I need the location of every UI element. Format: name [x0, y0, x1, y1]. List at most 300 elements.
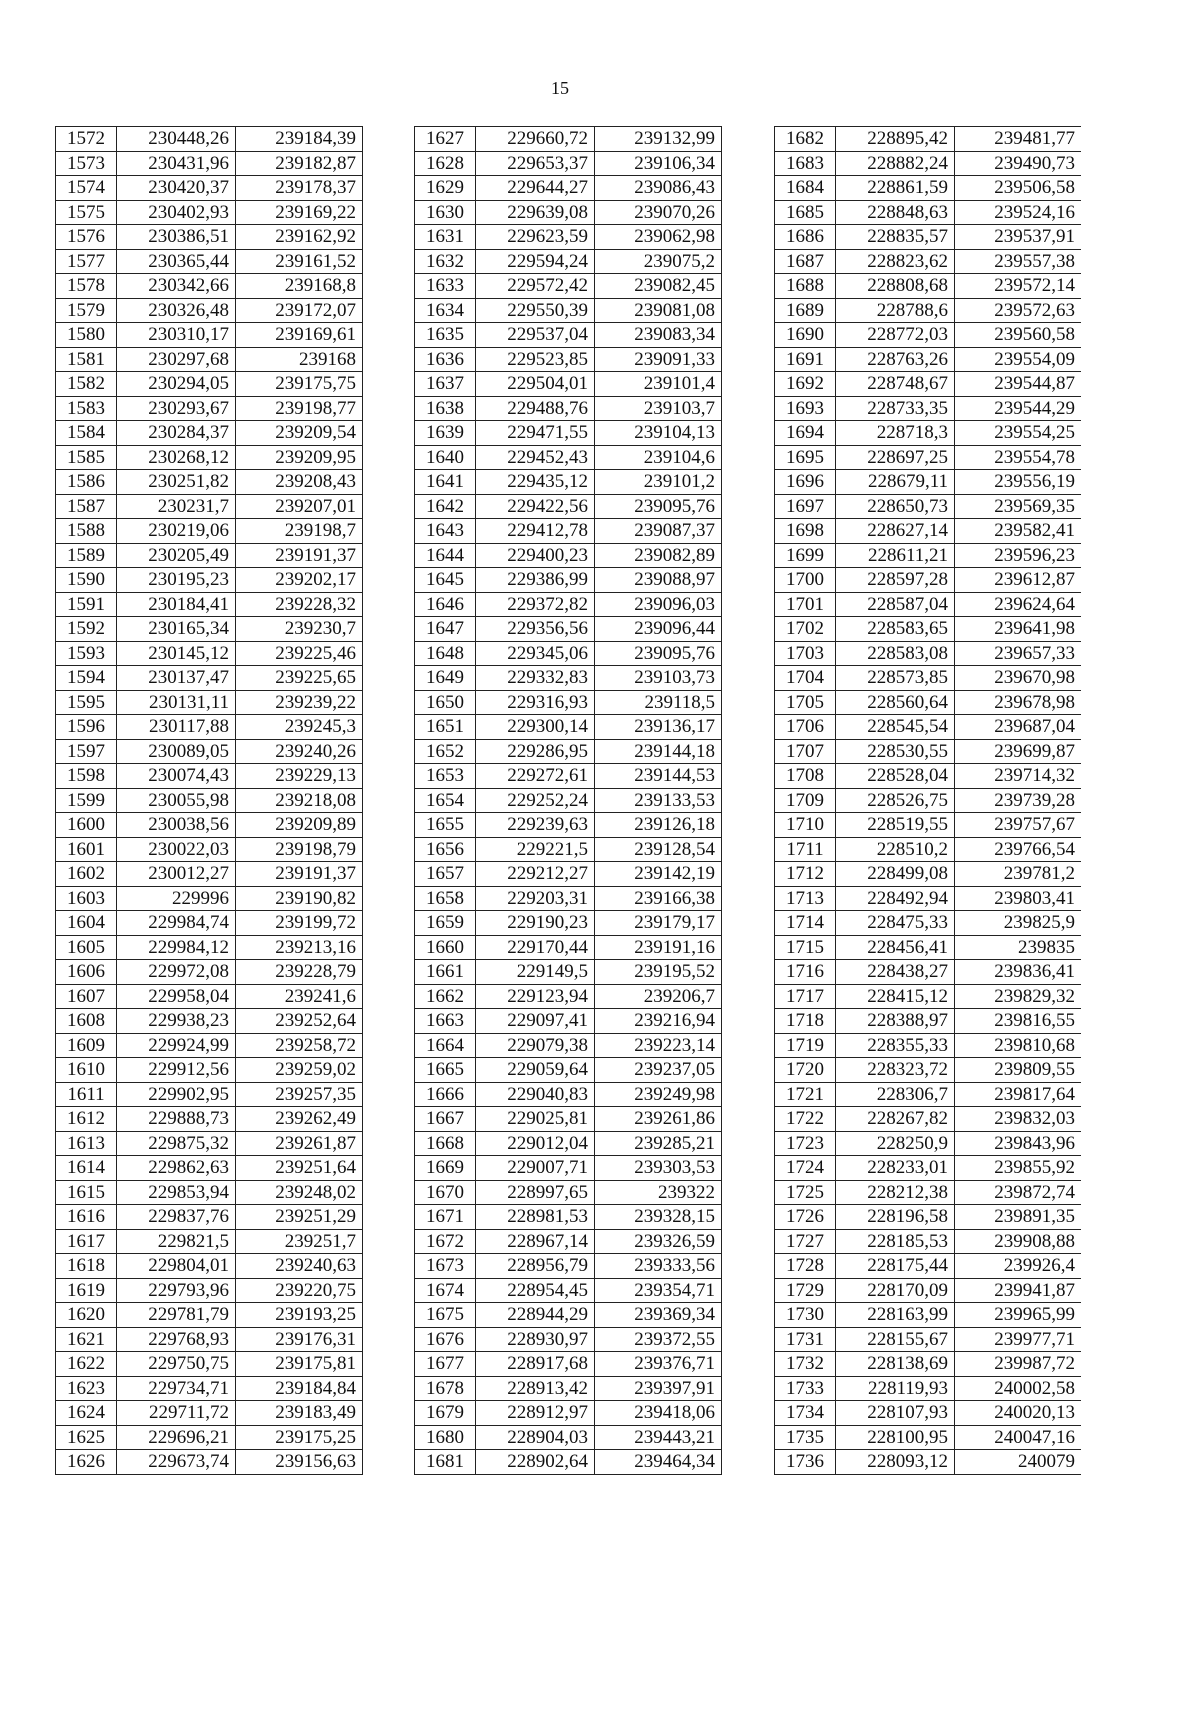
y-coordinate-cell: 239926,4 — [955, 1254, 1082, 1279]
point-number-cell: 1621 — [56, 1327, 117, 1352]
x-coordinate-cell: 228583,08 — [836, 641, 955, 666]
table-row — [415, 1425, 722, 1450]
table-row — [415, 862, 722, 887]
x-coordinate-cell: 229452,43 — [476, 445, 595, 470]
point-number-cell: 1660 — [415, 935, 476, 960]
table-row — [775, 225, 1082, 250]
y-coordinate-cell: 239184,84 — [236, 1376, 363, 1401]
y-coordinate-cell: 239191,37 — [236, 543, 363, 568]
table-row — [56, 323, 363, 348]
point-number-cell: 1574 — [56, 176, 117, 201]
y-coordinate-cell: 239178,37 — [236, 176, 363, 201]
table-row — [56, 592, 363, 617]
y-coordinate-cell: 239560,58 — [955, 323, 1082, 348]
x-coordinate-cell: 229862,63 — [117, 1156, 236, 1181]
point-number-cell: 1606 — [56, 960, 117, 985]
table-row — [56, 1033, 363, 1058]
table-row — [415, 1082, 722, 1107]
x-coordinate-cell: 228748,67 — [836, 372, 955, 397]
table-row — [56, 372, 363, 397]
table-row — [56, 1401, 363, 1426]
point-number-cell: 1722 — [775, 1107, 836, 1132]
y-coordinate-cell: 239245,3 — [236, 715, 363, 740]
y-coordinate-cell: 239176,31 — [236, 1327, 363, 1352]
table-row — [415, 592, 722, 617]
point-number-cell: 1676 — [415, 1327, 476, 1352]
page-number: 15 — [551, 78, 569, 98]
y-coordinate-cell: 239328,15 — [595, 1205, 722, 1230]
x-coordinate-cell: 229435,12 — [476, 470, 595, 495]
point-number-cell: 1677 — [415, 1352, 476, 1377]
y-coordinate-cell: 239977,71 — [955, 1327, 1082, 1352]
point-number-cell: 1594 — [56, 666, 117, 691]
table-row — [415, 837, 722, 862]
x-coordinate-cell: 230251,82 — [117, 470, 236, 495]
point-number-cell: 1646 — [415, 592, 476, 617]
table-row — [415, 421, 722, 446]
point-number-cell: 1604 — [56, 911, 117, 936]
table-row — [775, 1376, 1082, 1401]
y-coordinate-cell: 239464,34 — [595, 1450, 722, 1475]
x-coordinate-cell: 230145,12 — [117, 641, 236, 666]
x-coordinate-cell: 228835,57 — [836, 225, 955, 250]
table-row — [56, 1082, 363, 1107]
point-number-cell: 1723 — [775, 1131, 836, 1156]
table-row — [415, 1107, 722, 1132]
y-coordinate-cell: 239101,2 — [595, 470, 722, 495]
x-coordinate-cell: 229170,44 — [476, 935, 595, 960]
y-coordinate-cell: 239376,71 — [595, 1352, 722, 1377]
y-coordinate-cell: 239258,72 — [236, 1033, 363, 1058]
point-number-cell: 1685 — [775, 200, 836, 225]
y-coordinate-cell: 239220,75 — [236, 1278, 363, 1303]
y-coordinate-cell: 239198,79 — [236, 837, 363, 862]
x-coordinate-cell: 229386,99 — [476, 568, 595, 593]
table-row — [56, 200, 363, 225]
table-row — [775, 421, 1082, 446]
x-coordinate-cell: 228611,21 — [836, 543, 955, 568]
y-coordinate-cell: 239252,64 — [236, 1009, 363, 1034]
point-number-cell: 1641 — [415, 470, 476, 495]
table-row — [775, 837, 1082, 862]
y-coordinate-cell: 239809,55 — [955, 1058, 1082, 1083]
point-number-cell: 1697 — [775, 494, 836, 519]
table-row — [56, 543, 363, 568]
y-coordinate-cell: 239239,22 — [236, 690, 363, 715]
x-coordinate-cell: 229345,06 — [476, 641, 595, 666]
table-row — [775, 1254, 1082, 1279]
table-row — [775, 1058, 1082, 1083]
table-row — [775, 886, 1082, 911]
y-coordinate-cell: 239835 — [955, 935, 1082, 960]
x-coordinate-cell: 230420,37 — [117, 176, 236, 201]
table-row — [775, 1082, 1082, 1107]
x-coordinate-cell: 228823,62 — [836, 249, 955, 274]
x-coordinate-cell: 229696,21 — [117, 1425, 236, 1450]
y-coordinate-cell: 239156,63 — [236, 1450, 363, 1475]
table-row — [775, 519, 1082, 544]
y-coordinate-cell: 239251,64 — [236, 1156, 363, 1181]
point-number-cell: 1667 — [415, 1107, 476, 1132]
point-number-cell: 1688 — [775, 274, 836, 299]
y-coordinate-cell: 239524,16 — [955, 200, 1082, 225]
table-row — [415, 739, 722, 764]
y-coordinate-cell: 239354,71 — [595, 1278, 722, 1303]
table-row — [775, 1303, 1082, 1328]
table-row — [415, 715, 722, 740]
x-coordinate-cell: 229400,23 — [476, 543, 595, 568]
table-row — [56, 151, 363, 176]
y-coordinate-cell: 239172,07 — [236, 298, 363, 323]
point-number-cell: 1614 — [56, 1156, 117, 1181]
y-coordinate-cell: 239088,97 — [595, 568, 722, 593]
x-coordinate-cell: 228808,68 — [836, 274, 955, 299]
x-coordinate-cell: 228967,14 — [476, 1229, 595, 1254]
x-coordinate-cell: 229523,85 — [476, 347, 595, 372]
y-coordinate-cell: 239803,41 — [955, 886, 1082, 911]
point-number-cell: 1584 — [56, 421, 117, 446]
x-coordinate-cell: 228560,64 — [836, 690, 955, 715]
x-coordinate-cell: 230131,11 — [117, 690, 236, 715]
table-row — [56, 641, 363, 666]
point-number-cell: 1691 — [775, 347, 836, 372]
x-coordinate-cell: 228119,93 — [836, 1376, 955, 1401]
table-row — [415, 788, 722, 813]
x-coordinate-cell: 229673,74 — [117, 1450, 236, 1475]
table-row — [56, 1009, 363, 1034]
point-number-cell: 1597 — [56, 739, 117, 764]
x-coordinate-cell: 229286,95 — [476, 739, 595, 764]
point-number-cell: 1647 — [415, 617, 476, 642]
y-coordinate-cell: 239169,61 — [236, 323, 363, 348]
point-number-cell: 1618 — [56, 1254, 117, 1279]
table-row — [775, 641, 1082, 666]
table-row — [415, 1327, 722, 1352]
y-coordinate-cell: 239261,86 — [595, 1107, 722, 1132]
y-coordinate-cell: 239184,39 — [236, 127, 363, 152]
table-row — [56, 1107, 363, 1132]
point-number-cell: 1601 — [56, 837, 117, 862]
point-number-cell: 1652 — [415, 739, 476, 764]
x-coordinate-cell: 228772,03 — [836, 323, 955, 348]
x-coordinate-cell: 230165,34 — [117, 617, 236, 642]
table-row — [415, 494, 722, 519]
y-coordinate-cell: 239303,53 — [595, 1156, 722, 1181]
y-coordinate-cell: 239169,22 — [236, 200, 363, 225]
y-coordinate-cell: 239554,78 — [955, 445, 1082, 470]
x-coordinate-cell: 230012,27 — [117, 862, 236, 887]
y-coordinate-cell: 239106,34 — [595, 151, 722, 176]
y-coordinate-cell: 239225,65 — [236, 666, 363, 691]
y-coordinate-cell: 239091,33 — [595, 347, 722, 372]
x-coordinate-cell: 228438,27 — [836, 960, 955, 985]
y-coordinate-cell: 239223,14 — [595, 1033, 722, 1058]
coordinate-table-1 — [55, 126, 363, 1475]
point-number-cell: 1684 — [775, 176, 836, 201]
y-coordinate-cell: 239162,92 — [236, 225, 363, 250]
point-number-cell: 1692 — [775, 372, 836, 397]
point-number-cell: 1727 — [775, 1229, 836, 1254]
point-number-cell: 1735 — [775, 1425, 836, 1450]
y-coordinate-cell: 239191,16 — [595, 935, 722, 960]
point-number-cell: 1632 — [415, 249, 476, 274]
point-number-cell: 1721 — [775, 1082, 836, 1107]
y-coordinate-cell: 239572,63 — [955, 298, 1082, 323]
x-coordinate-cell: 228250,9 — [836, 1131, 955, 1156]
table-row — [775, 372, 1082, 397]
point-number-cell: 1709 — [775, 788, 836, 813]
x-coordinate-cell: 230074,43 — [117, 764, 236, 789]
y-coordinate-cell: 239443,21 — [595, 1425, 722, 1450]
x-coordinate-cell: 228519,55 — [836, 813, 955, 838]
y-coordinate-cell: 239230,7 — [236, 617, 363, 642]
point-number-cell: 1686 — [775, 225, 836, 250]
y-coordinate-cell: 239766,54 — [955, 837, 1082, 862]
x-coordinate-cell: 229984,12 — [117, 935, 236, 960]
table-row — [775, 274, 1082, 299]
point-number-cell: 1612 — [56, 1107, 117, 1132]
y-coordinate-cell: 239544,87 — [955, 372, 1082, 397]
x-coordinate-cell: 228100,95 — [836, 1425, 955, 1450]
x-coordinate-cell: 230365,44 — [117, 249, 236, 274]
y-coordinate-cell: 239175,75 — [236, 372, 363, 397]
x-coordinate-cell: 230342,66 — [117, 274, 236, 299]
y-coordinate-cell: 239126,18 — [595, 813, 722, 838]
x-coordinate-cell: 229837,76 — [117, 1205, 236, 1230]
y-coordinate-cell: 239168 — [236, 347, 363, 372]
x-coordinate-cell: 229924,99 — [117, 1033, 236, 1058]
y-coordinate-cell: 239544,29 — [955, 396, 1082, 421]
table-row — [775, 788, 1082, 813]
y-coordinate-cell: 239202,17 — [236, 568, 363, 593]
x-coordinate-cell: 228492,94 — [836, 886, 955, 911]
x-coordinate-cell: 230284,37 — [117, 421, 236, 446]
point-number-cell: 1678 — [415, 1376, 476, 1401]
y-coordinate-cell: 239209,89 — [236, 813, 363, 838]
y-coordinate-cell: 239757,67 — [955, 813, 1082, 838]
y-coordinate-cell: 239132,99 — [595, 127, 722, 152]
point-number-cell: 1591 — [56, 592, 117, 617]
point-number-cell: 1640 — [415, 445, 476, 470]
y-coordinate-cell: 239206,7 — [595, 984, 722, 1009]
point-number-cell: 1644 — [415, 543, 476, 568]
point-number-cell: 1657 — [415, 862, 476, 887]
point-number-cell: 1656 — [415, 837, 476, 862]
y-coordinate-cell: 239208,43 — [236, 470, 363, 495]
point-number-cell: 1593 — [56, 641, 117, 666]
point-number-cell: 1706 — [775, 715, 836, 740]
x-coordinate-cell: 230386,51 — [117, 225, 236, 250]
x-coordinate-cell: 228718,3 — [836, 421, 955, 446]
table-row — [415, 372, 722, 397]
point-number-cell: 1630 — [415, 200, 476, 225]
table-row — [415, 960, 722, 985]
table-row — [415, 225, 722, 250]
y-coordinate-cell: 239175,25 — [236, 1425, 363, 1450]
point-number-cell: 1724 — [775, 1156, 836, 1181]
table-row — [415, 1156, 722, 1181]
point-number-cell: 1715 — [775, 935, 836, 960]
table-row — [775, 1156, 1082, 1181]
x-coordinate-cell: 228510,2 — [836, 837, 955, 862]
point-number-cell: 1649 — [415, 666, 476, 691]
point-number-cell: 1693 — [775, 396, 836, 421]
x-coordinate-cell: 229537,04 — [476, 323, 595, 348]
point-number-cell: 1707 — [775, 739, 836, 764]
x-coordinate-cell: 229996 — [117, 886, 236, 911]
y-coordinate-cell: 239095,76 — [595, 641, 722, 666]
point-number-cell: 1637 — [415, 372, 476, 397]
point-number-cell: 1636 — [415, 347, 476, 372]
x-coordinate-cell: 229781,79 — [117, 1303, 236, 1328]
point-number-cell: 1617 — [56, 1229, 117, 1254]
y-coordinate-cell: 239237,05 — [595, 1058, 722, 1083]
table-row — [775, 298, 1082, 323]
y-coordinate-cell: 240020,13 — [955, 1401, 1082, 1426]
table-row — [775, 1401, 1082, 1426]
table-row — [775, 935, 1082, 960]
point-number-cell: 1663 — [415, 1009, 476, 1034]
y-coordinate-cell: 239199,72 — [236, 911, 363, 936]
x-coordinate-cell: 229984,74 — [117, 911, 236, 936]
y-coordinate-cell: 239086,43 — [595, 176, 722, 201]
point-number-cell: 1680 — [415, 1425, 476, 1450]
table-row — [775, 127, 1082, 152]
point-number-cell: 1673 — [415, 1254, 476, 1279]
x-coordinate-cell: 228913,42 — [476, 1376, 595, 1401]
y-coordinate-cell: 239941,87 — [955, 1278, 1082, 1303]
table-row — [56, 1278, 363, 1303]
point-number-cell: 1694 — [775, 421, 836, 446]
y-coordinate-cell: 239193,25 — [236, 1303, 363, 1328]
point-number-cell: 1662 — [415, 984, 476, 1009]
point-number-cell: 1613 — [56, 1131, 117, 1156]
table-row — [775, 323, 1082, 348]
point-number-cell: 1670 — [415, 1180, 476, 1205]
table-row — [775, 1009, 1082, 1034]
x-coordinate-cell: 228597,28 — [836, 568, 955, 593]
x-coordinate-cell: 230268,12 — [117, 445, 236, 470]
table-row — [415, 1376, 722, 1401]
table-row — [775, 813, 1082, 838]
point-number-cell: 1573 — [56, 151, 117, 176]
point-number-cell: 1648 — [415, 641, 476, 666]
point-number-cell: 1626 — [56, 1450, 117, 1475]
table-row — [775, 1205, 1082, 1230]
point-number-cell: 1699 — [775, 543, 836, 568]
x-coordinate-cell: 228895,42 — [836, 127, 955, 152]
table-row — [56, 274, 363, 299]
y-coordinate-cell: 239418,06 — [595, 1401, 722, 1426]
y-coordinate-cell: 239557,38 — [955, 249, 1082, 274]
point-number-cell: 1599 — [56, 788, 117, 813]
x-coordinate-cell: 228475,33 — [836, 911, 955, 936]
point-number-cell: 1579 — [56, 298, 117, 323]
y-coordinate-cell: 239136,17 — [595, 715, 722, 740]
point-number-cell: 1734 — [775, 1401, 836, 1426]
x-coordinate-cell: 229059,64 — [476, 1058, 595, 1083]
coordinate-table-2 — [414, 126, 722, 1475]
point-number-cell: 1592 — [56, 617, 117, 642]
table-row — [775, 1229, 1082, 1254]
x-coordinate-cell: 228882,24 — [836, 151, 955, 176]
point-number-cell: 1671 — [415, 1205, 476, 1230]
x-coordinate-cell: 229875,32 — [117, 1131, 236, 1156]
point-number-cell: 1634 — [415, 298, 476, 323]
y-coordinate-cell: 239670,98 — [955, 666, 1082, 691]
table-row — [415, 200, 722, 225]
x-coordinate-cell: 229821,5 — [117, 1229, 236, 1254]
point-number-cell: 1728 — [775, 1254, 836, 1279]
x-coordinate-cell: 229221,5 — [476, 837, 595, 862]
x-coordinate-cell: 228170,09 — [836, 1278, 955, 1303]
x-coordinate-cell: 229572,42 — [476, 274, 595, 299]
point-number-cell: 1736 — [775, 1450, 836, 1475]
y-coordinate-cell: 239062,98 — [595, 225, 722, 250]
table-row — [415, 911, 722, 936]
y-coordinate-cell: 239195,52 — [595, 960, 722, 985]
point-number-cell: 1711 — [775, 837, 836, 862]
x-coordinate-cell: 228573,85 — [836, 666, 955, 691]
x-coordinate-cell: 228788,6 — [836, 298, 955, 323]
point-number-cell: 1590 — [56, 568, 117, 593]
y-coordinate-cell: 239641,98 — [955, 617, 1082, 642]
y-coordinate-cell: 239490,73 — [955, 151, 1082, 176]
y-coordinate-cell: 239369,34 — [595, 1303, 722, 1328]
table-row — [415, 1352, 722, 1377]
table-row — [56, 739, 363, 764]
x-coordinate-cell: 228848,63 — [836, 200, 955, 225]
x-coordinate-cell: 230219,06 — [117, 519, 236, 544]
table-row — [56, 568, 363, 593]
table-row — [415, 127, 722, 152]
point-number-cell: 1729 — [775, 1278, 836, 1303]
y-coordinate-cell: 239285,21 — [595, 1131, 722, 1156]
table-row — [56, 960, 363, 985]
y-coordinate-cell: 239259,02 — [236, 1058, 363, 1083]
y-coordinate-cell: 239198,7 — [236, 519, 363, 544]
y-coordinate-cell: 239699,87 — [955, 739, 1082, 764]
point-number-cell: 1619 — [56, 1278, 117, 1303]
x-coordinate-cell: 229412,78 — [476, 519, 595, 544]
y-coordinate-cell: 239240,26 — [236, 739, 363, 764]
y-coordinate-cell: 239216,94 — [595, 1009, 722, 1034]
point-number-cell: 1607 — [56, 984, 117, 1009]
table-row — [775, 1107, 1082, 1132]
x-coordinate-cell: 228650,73 — [836, 494, 955, 519]
table-row — [56, 249, 363, 274]
point-number-cell: 1732 — [775, 1352, 836, 1377]
table-row — [775, 911, 1082, 936]
point-number-cell: 1651 — [415, 715, 476, 740]
point-number-cell: 1674 — [415, 1278, 476, 1303]
x-coordinate-cell: 228733,35 — [836, 396, 955, 421]
table-row — [415, 396, 722, 421]
point-number-cell: 1675 — [415, 1303, 476, 1328]
point-number-cell: 1611 — [56, 1082, 117, 1107]
x-coordinate-cell: 229332,83 — [476, 666, 595, 691]
table-row — [775, 543, 1082, 568]
point-number-cell: 1710 — [775, 813, 836, 838]
point-number-cell: 1589 — [56, 543, 117, 568]
point-number-cell: 1625 — [56, 1425, 117, 1450]
x-coordinate-cell: 229190,23 — [476, 911, 595, 936]
x-coordinate-cell: 228679,11 — [836, 470, 955, 495]
x-coordinate-cell: 228138,69 — [836, 1352, 955, 1377]
point-number-cell: 1645 — [415, 568, 476, 593]
y-coordinate-cell: 239816,55 — [955, 1009, 1082, 1034]
y-coordinate-cell: 239213,16 — [236, 935, 363, 960]
